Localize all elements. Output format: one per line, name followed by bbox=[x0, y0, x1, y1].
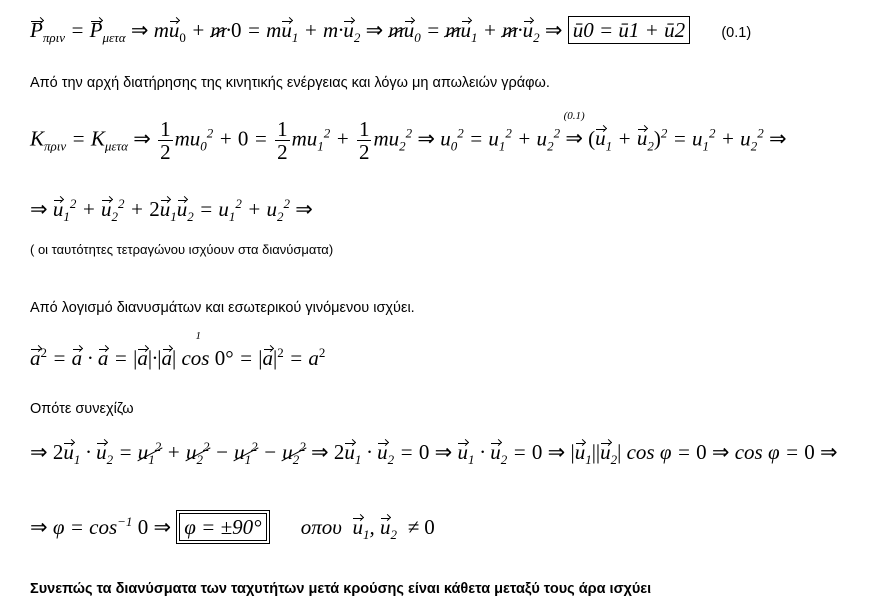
equation-dot-product: $a^2 = a \cdot a = |a|\cdot|a|$ cos 1 $0^\circ = |a|^2 = a^2$ bbox=[30, 330, 326, 370]
boxed-result-momentum: ū0 = ū1 + ū2 bbox=[568, 16, 690, 44]
equation-momentum: $P_{\pi\rho\iota\nu} = P_{\mu\varepsilon\tau\alpha}$ ⇒ $mu_0 + m\cdot 0 = mu_1 + m\cdot u_2$ ⇒ $mu_0 = mu_1 + m\cdot u_2$ ⇒ ū0 = ū1 + ū2 (0.1) bbox=[30, 18, 752, 46]
note-identities: ( οι ταυτότητες τετραγώνου ισχύουν στα διανύσματα) bbox=[30, 242, 334, 257]
equation-final: ⇒ $\varphi = \cos^{-1} 0$ ⇒ φ = ±90° οπου $u_1$, $u_2 \ne 0$ bbox=[30, 510, 435, 544]
equation-label: (0.1) bbox=[721, 25, 752, 41]
boxed-result-angle: φ = ±90° bbox=[176, 510, 269, 544]
value-note: 1 bbox=[195, 330, 201, 342]
paragraph-energy: Από την αρχή διατήρησης της κινητικής ενέργειας και λόγω μη απωλειών γράφω. bbox=[30, 75, 550, 91]
paragraph-conclusion: Συνεπώς τα διανύσματα των ταχυτήτων μετά κρούσης είναι κάθετα μεταξύ τους άρα ισχύει bbox=[30, 581, 652, 597]
reference-tag: (0.1) bbox=[563, 110, 585, 123]
paragraph-continue: Οπότε συνεχίζω bbox=[30, 401, 134, 417]
equation-expand: ⇒ $u_1^2 + u_2^2 + 2u_1u_2 = u_1^2 + u_2^2$ ⇒ bbox=[30, 196, 313, 225]
equation-energy: $K_{\pi\rho\iota\nu} = K_{\mu\varepsilon\tau\alpha}$ ⇒ $\frac{1}{2}$ $mu_0^2 + 0$ = $\frac{1}{2}$ $mu_1^2$ + $\frac{1}{2}$ $mu_2^2$ ⇒ $u_0^2 = u_1^2 + u_2^2$ ⇒ (0.1) $(u_1 + u_2)^2 = u_1^2 + u_2^2$ ⇒ bbox=[30, 110, 787, 164]
equation-orthogonality: ⇒ $2u_1 \cdot u_2 = u_1^2 + u_2^2 - u_1^2 - u_2^2$ ⇒ $2u_1 \cdot u_2 = 0$ ⇒ $u_1 \cdot u_2 = 0$ ⇒ $|u_1||u_2|$ cos φ = 0 ⇒ cos φ = 0 ⇒ bbox=[30, 439, 838, 468]
paragraph-calculus: Από λογισμό διανυσμάτων και εσωτερικού γινόμενου ισχύει. bbox=[30, 300, 415, 316]
